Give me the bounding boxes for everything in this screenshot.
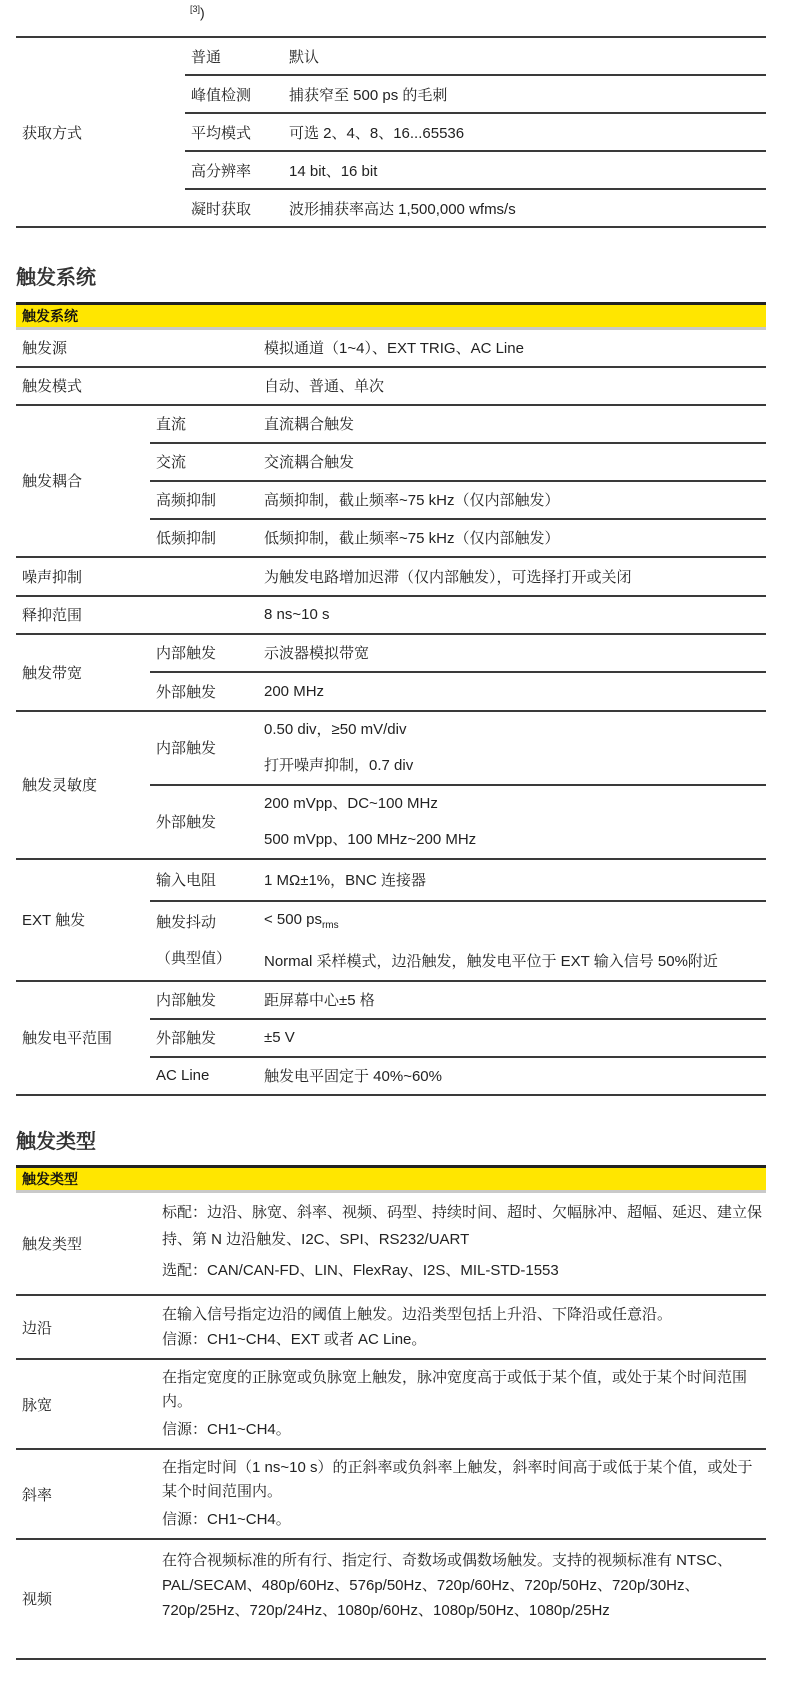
value-line: 在指定宽度的正脉宽或负脉宽上触发，脉冲宽度高于或低于某个值，或处于某个时间范围内。 (162, 1369, 748, 1410)
rms-subscript: rms (321, 919, 339, 931)
row-value: 为触发电路增加迟滞（仅内部触发），可选择打开或关闭 (258, 557, 766, 596)
row-value: 低频抑制，截止频率~75 kHz（仅内部触发） (258, 519, 766, 557)
mode-value: 默认 (283, 37, 766, 75)
value-line: 在输入信号指定边沿的阈值上触发。边沿类型包括上升沿、下降沿或任意沿。 (162, 1306, 673, 1323)
row-label: 触发类型 (16, 1192, 156, 1296)
row-value: 距屏幕中心±5 格 (258, 981, 766, 1019)
mode-name: 平均模式 (185, 113, 283, 151)
row-label: 边沿 (16, 1295, 156, 1359)
row-label: 触发灵敏度 (16, 711, 150, 859)
value-line: 信源：CH1~CH4、EXT 或者 AC Line。 (162, 1331, 427, 1348)
value-line: 0.50 div，≥50 mV/div (264, 720, 407, 738)
trigger-types-table (16, 1165, 766, 1660)
value-line: 500 mVpp、100 MHz~200 MHz (264, 830, 477, 848)
value-line (264, 902, 766, 944)
row-value: 自动、普通、单次 (258, 367, 766, 405)
value-line: 200 mVpp、DC~100 MHz (264, 794, 438, 812)
sub-label-line: 触发抖动 (156, 913, 217, 931)
row-label: 触发模式 (16, 367, 150, 405)
value-line: 在指定时间（1 ns~10 s）的正斜率或负斜率上触发，斜率时间高于或低于某个值，或处于某个时间范围内。 (162, 1459, 753, 1500)
jitter-value: < 500 ps (264, 910, 322, 928)
row-value (156, 1449, 766, 1539)
row-value: 模拟通道（1~4）、EXT TRIG、AC Line (258, 329, 766, 367)
previous-row-fragment (190, 4, 205, 21)
mode-name: 峰值检测 (185, 75, 283, 113)
row-value: 触发电平固定于 40%~60% (258, 1057, 766, 1095)
row-label: 触发耦合 (16, 405, 150, 557)
sub-label: 输入电阻 (150, 859, 258, 901)
sub-label: 内部触发 (150, 711, 258, 785)
table-header: 触发系统 (16, 304, 766, 329)
sub-label: AC Line (150, 1057, 258, 1095)
sub-label: 外部触发 (150, 785, 258, 859)
row-value: 直流耦合触发 (258, 405, 766, 443)
row-value: 交流耦合触发 (258, 443, 766, 481)
row-label: 视频 (16, 1539, 156, 1659)
row-label: 触发带宽 (16, 634, 150, 711)
sub-label: 外部触发 (150, 672, 258, 711)
mode-name: 高分辨率 (185, 151, 283, 189)
footnote-ref: [3] (190, 4, 201, 14)
sub-label: 交流 (150, 443, 258, 481)
mode-value: 波形捕获率高达 1,500,000 wfms/s (283, 189, 766, 227)
row-value: 高频抑制，截止频率~75 kHz（仅内部触发） (258, 481, 766, 519)
mode-value: 捕获窄至 500 ps 的毛刺 (283, 75, 766, 113)
value-line: 在符合视频标准的所有行、指定行、奇数场或偶数场触发。支持的视频标准有 NTSC、PAL/SECAM、480p/60Hz、576p/50Hz、720p/60Hz、720p/50Hz、720p/30Hz、720p/25Hz、720p/24Hz、1080p/60Hz、1080p/50Hz、1080p/25Hz (162, 1552, 733, 1619)
row-label: 噪声抑制 (16, 557, 150, 596)
sub-label (150, 901, 258, 981)
row-label: EXT 触发 (16, 859, 150, 981)
row-label: 释抑范围 (16, 596, 150, 634)
value-line: Normal 采样模式，边沿触发，触发电平位于 EXT 输入信号 50%附近 (264, 952, 718, 970)
value-line: 信源：CH1~CH4。 (162, 1421, 291, 1438)
value-line: 打开噪声抑制，0.7 div (264, 756, 414, 774)
row-value (156, 1359, 766, 1449)
sub-label: 高频抑制 (150, 481, 258, 519)
row-value: 200 MHz (258, 672, 766, 711)
sub-label: 内部触发 (150, 634, 258, 672)
row-label: 触发电平范围 (16, 981, 150, 1095)
sub-label: 内部触发 (150, 981, 258, 1019)
row-value: 8 ns~10 s (258, 596, 766, 634)
row-value (156, 1295, 766, 1359)
row-label: 斜率 (16, 1449, 156, 1539)
row-value: 1 MΩ±1%，BNC 连接器 (258, 859, 766, 901)
row-value (156, 1192, 766, 1296)
row-label: 脉宽 (16, 1359, 156, 1449)
sub-label: 低频抑制 (150, 519, 258, 557)
row-value: 示波器模拟带宽 (258, 634, 766, 672)
value-line: 信源：CH1~CH4。 (162, 1511, 291, 1528)
paren: ) (200, 4, 205, 21)
trigger-system-table (16, 302, 766, 1096)
value-line: 标配：边沿、脉宽、斜率、视频、码型、持续时间、超时、欠幅脉冲、超幅、延迟、建立保持、第 N 边沿触发、I2C、SPI、RS232/UART (162, 1204, 763, 1248)
mode-value: 可选 2、4、8、16...65536 (283, 113, 766, 151)
row-value (258, 901, 766, 981)
row-value (156, 1539, 766, 1659)
row-label: 触发源 (16, 329, 150, 367)
value-line: 选配：CAN/CAN-FD、LIN、FlexRay、I2S、MIL-STD-1553 (162, 1262, 559, 1279)
sub-label: 直流 (150, 405, 258, 443)
sub-label: 外部触发 (150, 1019, 258, 1057)
section-title-trigger-types: 触发类型 (16, 1131, 96, 1153)
row-value (258, 711, 766, 785)
row-value: ±5 V (258, 1019, 766, 1057)
table-header: 触发类型 (16, 1167, 766, 1192)
sub-label-line: （典型值） (156, 949, 232, 967)
section-title-trigger-system: 触发系统 (16, 267, 96, 289)
mode-value: 14 bit、16 bit (283, 151, 766, 189)
mode-name: 普通 (185, 37, 283, 75)
mode-name: 凝时获取 (185, 189, 283, 227)
acquisition-label: 获取方式 (16, 37, 185, 227)
acquisition-table (16, 36, 766, 228)
row-value (258, 785, 766, 859)
